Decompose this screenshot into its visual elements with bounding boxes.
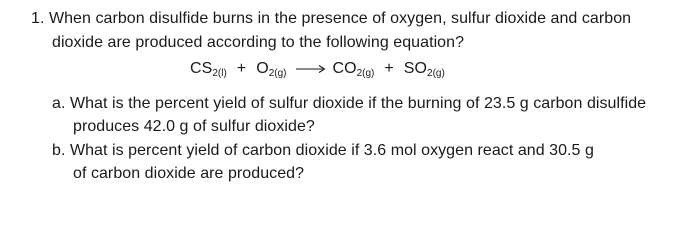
reactant-o2 — [256, 59, 286, 81]
problem-stem-line-2: dioxide are produced according to the following equation? — [52, 34, 465, 51]
reaction-arrow-icon — [296, 64, 326, 74]
chemical-equation — [190, 59, 445, 81]
problem-stem-text-1: When carbon disulfide burns in the presence of oxygen, sulfur dioxide and carbon — [48, 10, 632, 27]
part-a-line-1 — [52, 94, 646, 114]
part-b-text-1: What is percent yield of carbon dioxide if 3.6 mol oxygen react and 30.5 g — [69, 142, 594, 159]
part-a-line-2: produces 42.0 g of sulfur dioxide? — [73, 118, 315, 135]
part-a-text-1: What is the percent yield of sulfur dioxide if the burning of 23.5 g carbon disulfide — [69, 95, 647, 112]
part-b-line-2: of carbon dioxide are produced? — [73, 165, 305, 182]
part-b-label: b. — [52, 142, 66, 159]
product-so2 — [404, 59, 445, 81]
problem-stem-line-1 — [31, 9, 631, 29]
product-co2-subscript: 2(g) — [356, 68, 375, 79]
part-a-label: a. — [52, 95, 66, 112]
product-co2-formula: CO — [332, 60, 357, 77]
plus-sign: + — [236, 60, 247, 77]
plus-sign-2: + — [384, 60, 394, 77]
reactant-o2-subscript: 2(g) — [268, 68, 287, 79]
part-b-line-1 — [52, 141, 594, 161]
reactant-o2-formula: O — [256, 60, 269, 77]
product-co2 — [332, 59, 374, 81]
problem-number: 1. — [31, 10, 45, 27]
product-so2-formula: SO — [403, 60, 428, 77]
reactant-cs2 — [190, 59, 227, 81]
product-so2-subscript: 2(g) — [427, 68, 445, 79]
reactant-cs2-formula: CS — [190, 60, 213, 77]
reactant-cs2-subscript: 2(l) — [212, 68, 227, 79]
